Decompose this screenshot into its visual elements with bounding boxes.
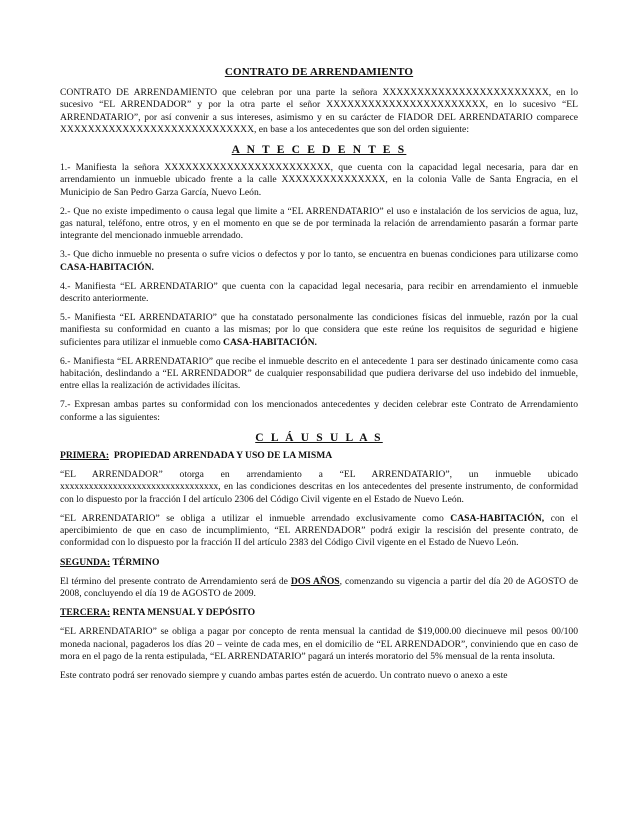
clause-segunda-paragraph [60, 576, 578, 600]
intro-paragraph: CONTRATO DE ARRENDAMIENTO que celebran por una parte la señora XXXXXXXXXXXXXXXXXXXXXXXX, en lo sucesivo “EL ARRENDADOR” y por la otra parte el señor XXXXXXXXXXXXXXXXXXXXXXX, en lo sucesivo “EL ARRENDATARIO”, por así convenir a sus intereses, asimismo y en su carácter de FIADOR DEL ARRENDATARIO comparece XXXXXXXXXXXXXXXXXXXXXXXXXXXX, en base a los antecedentes que son del orden siguiente: [60, 87, 578, 135]
clausulas-heading: C L Á U S U L A S [255, 431, 383, 444]
antecedente-3-text: 3.- Que dicho inmueble no presenta o sufre vicios o defectos y por lo tanto, se encuentra en buenas condiciones para utilizarse como [60, 249, 578, 261]
clause-primera-heading [60, 450, 578, 462]
antecedente-5 [60, 312, 578, 349]
clause-primera-paragraph-1-rest: xxxxxxxxxxxxxxxxxxxxxxxxxxxxxxxxx, en las condiciones descritas en los antecedentes del presente instrumento, de conformidad con lo dispuesto por la fracción I del artículo 2306 del Código Civil vigente en el Estado de Nuevo León. [60, 481, 578, 505]
clause-segunda-p-bold: DOS AÑOS [290, 575, 340, 587]
antecedente-5-text: 5.- Manifiesta “EL ARRENDATARIO” que ha constatado personalmente las condiciones físicas del inmueble, razón por la cual manifiesta su conformidad en cuanto a las mismas; por lo que considera que este reúne los requisitos de seguridad e higiene suficientes para utilizar el inmueble como [60, 312, 578, 348]
clause-tercera-heading [60, 607, 578, 619]
clause-primera-paragraph-2 [60, 513, 578, 550]
clause-primera-p2-bold: CASA-HABITACIÓN, [450, 512, 545, 524]
document-page [60, 66, 578, 689]
clause-primera-number: PRIMERA: [60, 450, 110, 462]
clause-tercera-title: RENTA MENSUAL Y DEPÓSITO [112, 607, 256, 619]
clause-tercera-paragraph-2: Este contrato podrá ser renovado siempre y cuando ambas partes estén de acuerdo. Un contrato nuevo o anexo a este [60, 669, 508, 681]
clause-tercera-paragraph-1: “EL ARRENDATARIO” se obliga a pagar por concepto de renta mensual la cantidad de $19,000.00 diecinueve mil pesos 00/100 moneda nacional, pagaderos los días 20 – veinte de cada mes, en el domicilio de “EL ARRENDADOR”, conviniendo que en caso de mora en el pago de la renta estipulada, “EL ARRENDATARIO” pagará un interés moratorio del 5% mensual de la renta insoluta. [60, 626, 578, 662]
antecedente-5-bold: CASA-HABITACIÓN. [223, 336, 317, 348]
antecedente-2: 2.- Que no existe impedimento o causa legal que limite a “EL ARRENDATARIO” el uso e instalación de los servicios de agua, luz, gas natural, teléfono, entre otros, y en el momento en que se de por terminada la relación de arrendamiento pasarán a formar parte integrante del mencionado inmueble arrendado. [60, 205, 578, 242]
antecedente-3 [60, 249, 578, 273]
clause-segunda-p-b: , comenzando su vigencia a partir del día 20 de AGOSTO de 2008, concluyendo el día 19 de AGOSTO de 2009. [60, 575, 579, 599]
clause-segunda-number: SEGUNDA: [60, 556, 111, 568]
clause-tercera-number: TERCERA: [60, 607, 111, 619]
antecedente-4: 4.- Manifiesta “EL ARRENDATARIO” que cuenta con la capacidad legal necesaria, para recibir en arrendamiento el inmueble descrito anteriormente. [60, 280, 578, 305]
antecedente-3-bold: CASA-HABITACIÓN. [60, 261, 154, 273]
clause-segunda-p-a: El término del presente contrato de Arrendamiento será de [60, 575, 291, 587]
antecedente-6: 6.- Manifiesta “EL ARRENDATARIO” que recibe el inmueble descrito en el antecedente 1 para ser destinado únicamente como casa habitación, deslindando a “EL ARRENDADOR” de cualquier responsabilidad que pudiera derivarse del uso indebido del inmueble, entre ellas la realización de actividades ilícitas. [60, 355, 578, 392]
clause-primera-p2-b: con el apercibimiento de que en caso de incumplimiento, “EL ARRENDADOR” podrá exigir la rescisión del presente contrato, de conformidad con lo dispuesto por la fracción II del artículo 2383 del Código Civil vigente en el Estado de Nuevo León. [60, 512, 578, 549]
clause-segunda-heading [60, 557, 578, 569]
antecedente-7: 7.- Expresan ambas partes su conformidad con los mencionados antecedentes y deciden celebrar este Contrato de Arrendamiento conforme a las siguientes: [60, 399, 578, 423]
clause-primera-line-1: “EL ARRENDADOR” otorga en arrendamiento a “EL ARRENDATARIO”, un inmueble ubicado [60, 469, 578, 481]
clause-primera-paragraph-1 [60, 469, 578, 481]
clause-primera-p2-a: “EL ARRENDATARIO” se obliga a utilizar el inmueble arrendado exclusivamente como [60, 512, 451, 524]
clause-primera-title: PROPIEDAD ARRENDADA Y USO DE LA MISMA [113, 450, 333, 462]
antecedente-1: 1.- Manifiesta la señora XXXXXXXXXXXXXXXXXXXXXXXX, que cuenta con la capacidad legal necesaria, para dar en arrendamiento un inmueble ubicado frente a la calle XXXXXXXXXXXXXXX, en la colonia Valle de Santa Engracia, en el Municipio de San Pedro Garza García, Nuevo León. [60, 162, 578, 198]
clause-segunda-title: TÉRMINO [112, 556, 160, 568]
antecedentes-heading: A N T E C E D E N T E S [231, 144, 407, 157]
document-title: CONTRATO DE ARRENDAMIENTO [224, 66, 414, 78]
